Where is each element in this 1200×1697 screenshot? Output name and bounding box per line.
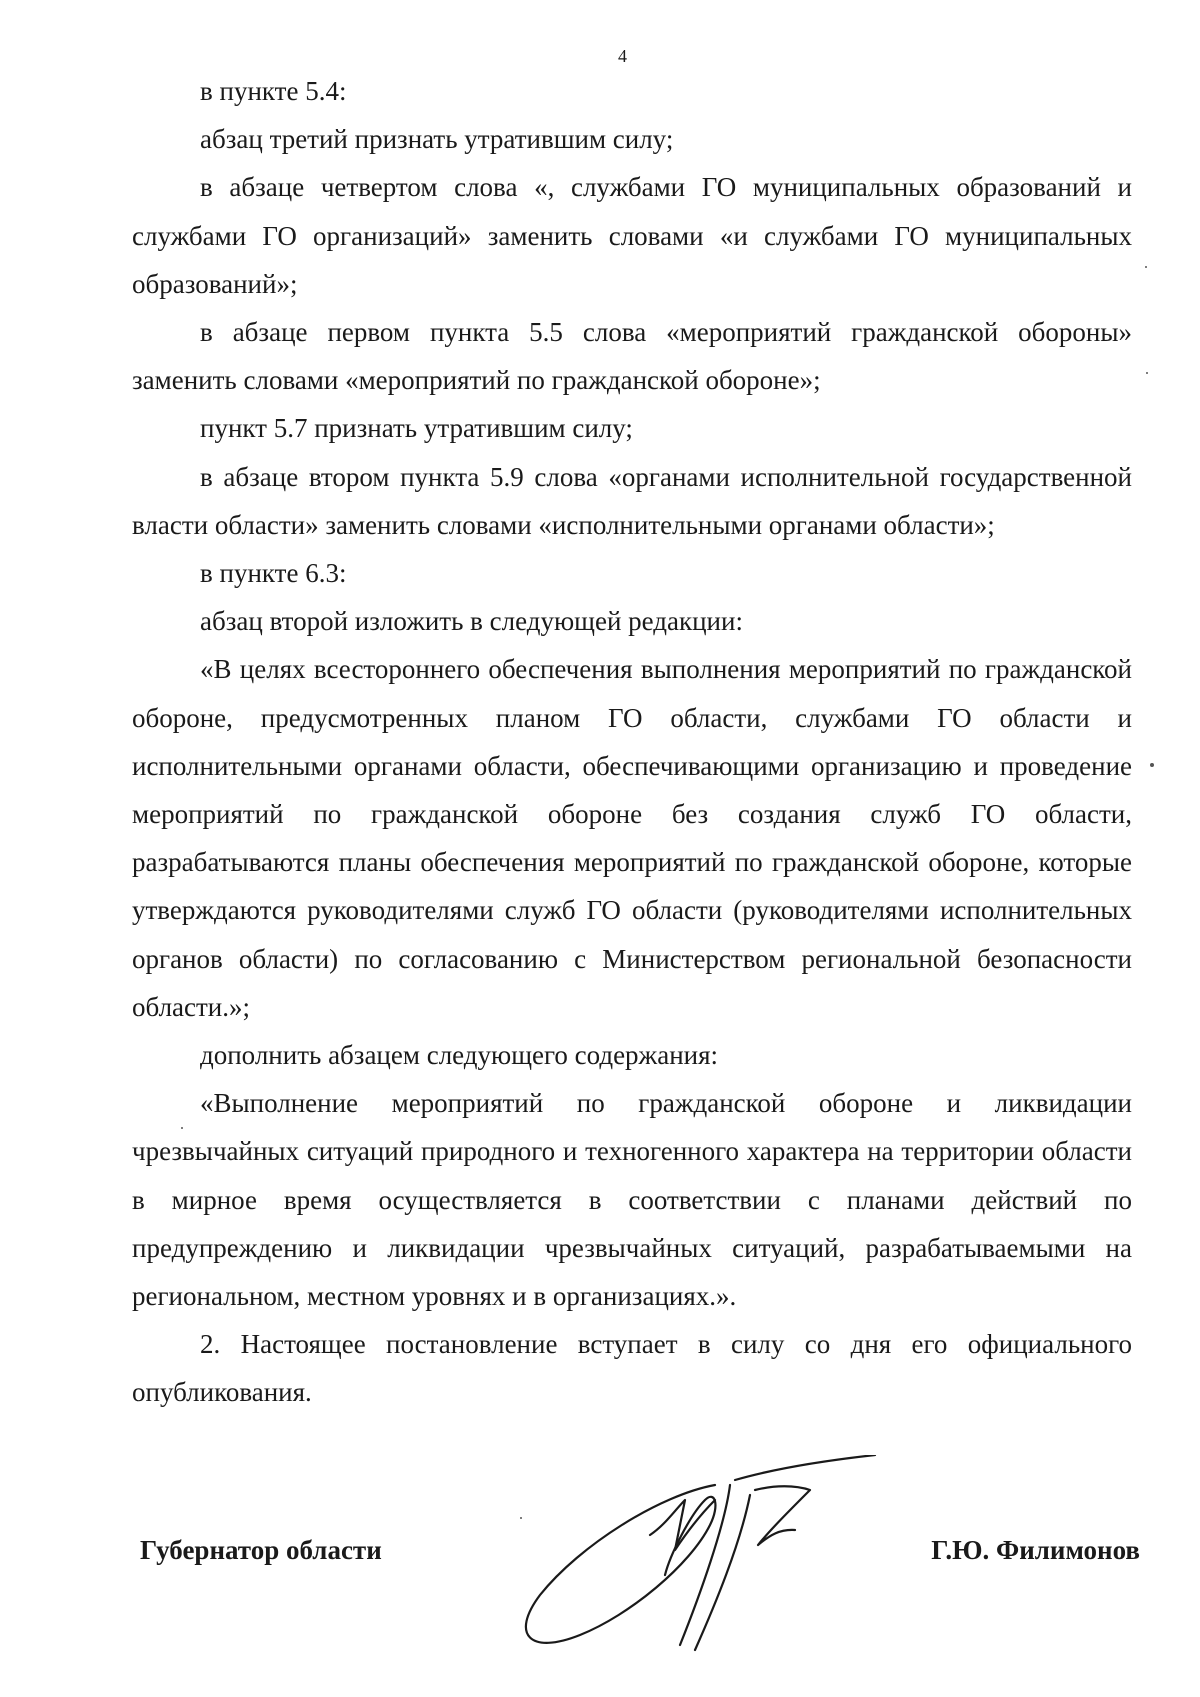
paragraph: в абзаце четвертом слова «, службами ГО муниципальных образований и службами ГО организаций» заменить словами «и службами ГО муниципальных образований»; (132, 172, 1132, 299)
scan-speck (520, 1517, 522, 1519)
scan-speck (1150, 763, 1154, 767)
paragraph: в пункте 6.3: (200, 558, 347, 589)
paragraph: абзац третий признать утратившим силу; (200, 124, 674, 155)
paragraph: «Выполнение мероприятий по гражданской обороне и ликвидации чрезвычайных ситуаций природного и техногенного характера на территории области в мирное время осуществляется в соответствии с планами действий по предупреждению и ликвидации чрезвычайных ситуаций, разрабатываемыми на региональном, местном уровнях и в организациях.». (132, 1088, 1132, 1312)
signer-title: Губернатор области (140, 1535, 382, 1565)
page-number: 4 (618, 46, 627, 66)
handwritten-signature-icon (500, 1455, 980, 1655)
signer-name: Г.Ю. Филимонов (931, 1535, 1140, 1565)
paragraph: в абзаце первом пункта 5.5 слова «мероприятий гражданской обороны» заменить словами «мероприятий по гражданской обороне»; (132, 317, 1132, 396)
document-body (132, 67, 1132, 1417)
paragraph: в абзаце втором пункта 5.9 слова «органами исполнительной государственной власти области» заменить словами «исполнительными органами области»; (132, 461, 1132, 540)
scan-speck (181, 1127, 183, 1129)
paragraph: в пункте 5.4: (200, 76, 347, 106)
paragraph: дополнить абзацем следующего содержания: (200, 1040, 719, 1071)
paragraph: 2. Настоящее постановление вступает в силу со дня его официального опубликования. (132, 1329, 1132, 1408)
scan-speck (1145, 266, 1147, 268)
paragraph: пункт 5.7 признать утратившим силу; (200, 413, 633, 444)
paragraph: «В целях всестороннего обеспечения выполнения мероприятий по гражданской обороне, предусмотренных планом ГО области, службами ГО области и исполнительными органами области, обеспечивающими организацию и проведение мероприятий по гражданской обороне без создания служб ГО области, разрабатываются планы обеспечения мероприятий по гражданской обороне, которые утверждаются руководителями служб ГО области (руководителями исполнительных органов области) по согласованию с Министерством региональной безопасности области.»; (132, 654, 1132, 1022)
paragraph: абзац второй изложить в следующей редакции: (200, 606, 743, 637)
scan-speck (1146, 372, 1148, 374)
